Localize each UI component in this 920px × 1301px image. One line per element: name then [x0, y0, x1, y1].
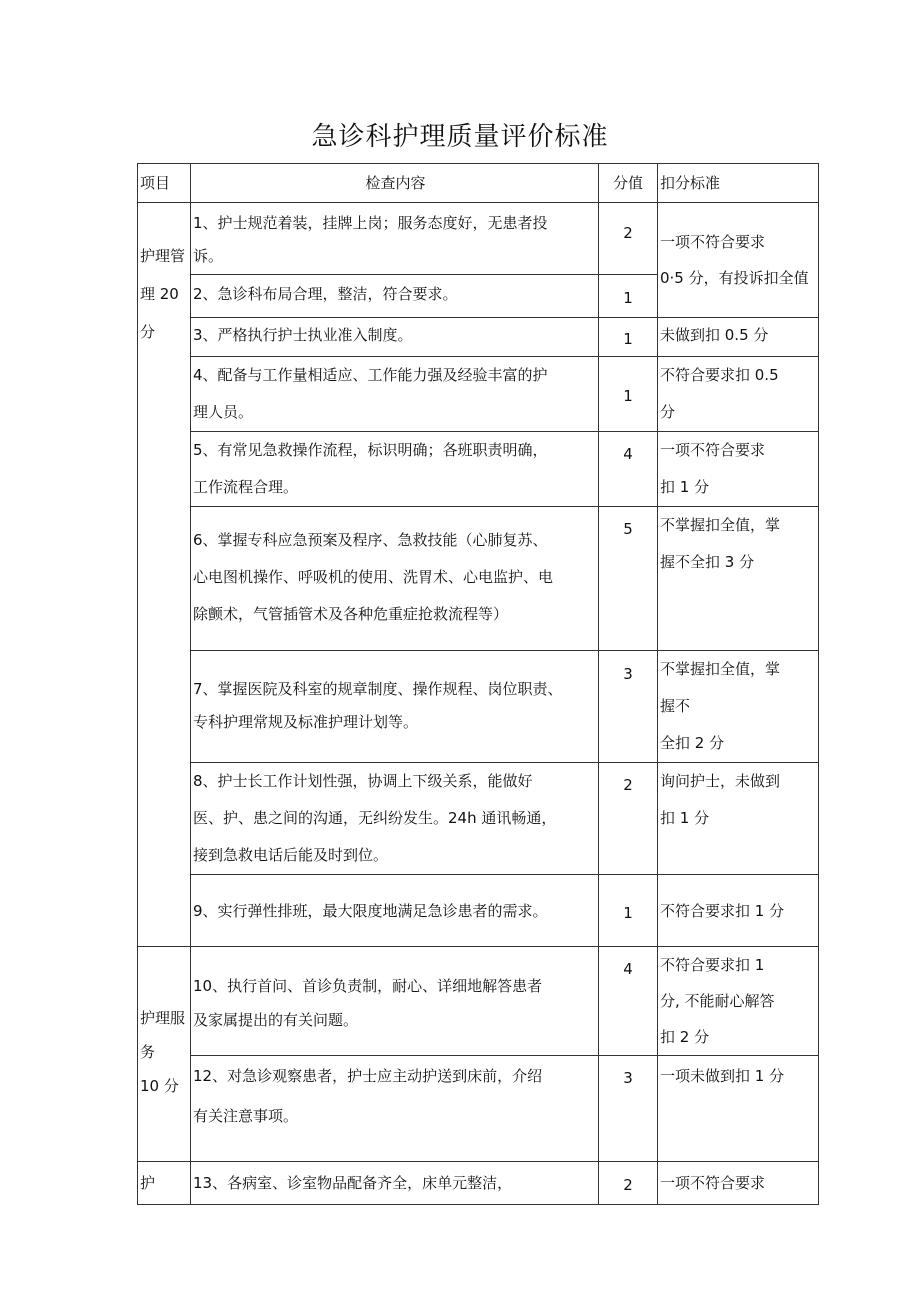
table-row [138, 318, 819, 357]
deduction-cell [658, 357, 819, 432]
score-cell [599, 651, 658, 763]
category-line: 10 分 [140, 1077, 179, 1095]
category-cell-partial [138, 1162, 191, 1205]
table-row [138, 432, 819, 507]
deduction-line: 未做到扣 0.5 分 [660, 326, 769, 344]
deduction-line: 不掌握扣全值，掌 [660, 660, 781, 678]
score-value: 1 [623, 289, 633, 307]
deduction-line: 不符合要求扣 0.5 [660, 366, 779, 384]
category-line: 分 [140, 323, 156, 341]
content-line: 接到急救电话后能及时到位。 [193, 846, 389, 864]
deduction-line: 扣 2 分 [660, 1028, 710, 1046]
content-line: 1、护士规范着装，挂牌上岗；服务态度好，无患者投 [193, 214, 548, 232]
score-cell [599, 1056, 658, 1162]
score-cell [599, 357, 658, 432]
deduction-line: 不符合要求扣 1 [660, 956, 765, 974]
content-line: 9、实行弹性排班，最大限度地满足急诊患者的需求。 [193, 901, 548, 920]
deduction-line: 握不 [660, 697, 691, 715]
deduction-line: 扣 1 分 [660, 478, 710, 496]
category-line: 护 [140, 1174, 156, 1192]
category-cell-management [138, 203, 191, 947]
table-row [138, 875, 819, 947]
deduction-line: 不掌握扣全值，掌 [660, 516, 781, 534]
score-cell [599, 275, 658, 318]
deduction-line: 分 [660, 403, 676, 421]
header-project: 项目 [138, 164, 191, 203]
score-cell [599, 507, 658, 651]
score-value: 4 [623, 960, 633, 978]
score-cell [599, 432, 658, 507]
content-line: 有关注意事项。 [193, 1107, 299, 1125]
deduction-cell [658, 1162, 819, 1205]
deduction-cell [658, 507, 819, 651]
content-cell [191, 947, 599, 1056]
score-value: 2 [623, 1176, 633, 1194]
table-row [138, 357, 819, 432]
evaluation-table [137, 163, 819, 1205]
score-cell [599, 947, 658, 1056]
score-value: 1 [623, 330, 633, 348]
content-cell [191, 1162, 599, 1205]
score-value: 3 [623, 665, 633, 683]
category-line: 护理服 [140, 1009, 186, 1027]
content-line: 专科护理常规及标准护理计划等。 [193, 713, 419, 731]
header-deduction: 扣分标准 [658, 164, 819, 203]
score-value: 2 [623, 776, 633, 794]
score-cell [599, 875, 658, 947]
content-line: 10、执行首问、首诊负责制，耐心、详细地解答患者 [193, 977, 543, 995]
content-cell [191, 875, 599, 947]
content-line: 3、严格执行护士执业准入制度。 [193, 326, 413, 344]
content-line: 工作流程合理。 [193, 478, 299, 496]
score-cell [599, 203, 658, 275]
table-row [138, 1056, 819, 1162]
deduction-cell [658, 432, 819, 507]
content-line: 心电图机操作、呼吸机的使用、洗胃术、心电监护、电 [193, 568, 554, 586]
document-title: 急诊科护理质量评价标准 [311, 122, 609, 152]
content-line: 除颤术，气管插管术及各种危重症抢救流程等） [193, 605, 509, 623]
content-line: 13、各病室、诊室物品配备齐全，床单元整洁， [193, 1174, 513, 1192]
score-cell [599, 318, 658, 357]
content-line: 12、对急诊观察患者，护士应主动护送到床前，介绍 [193, 1067, 543, 1085]
content-line: 8、护士长工作计划性强，协调上下级关系，能做好 [193, 772, 533, 790]
table-row [138, 947, 819, 1056]
score-value: 5 [623, 520, 633, 538]
deduction-line: 0·5 分，有投诉扣全值 [660, 269, 809, 287]
content-line: 2、急诊科布局合理，整洁，符合要求。 [193, 285, 458, 303]
deduction-cell [658, 875, 819, 947]
content-cell [191, 651, 599, 763]
table-header-row [138, 164, 819, 203]
score-cell [599, 1162, 658, 1205]
content-cell [191, 357, 599, 432]
deduction-line: 一项不符合要求 [660, 233, 766, 251]
content-cell [191, 203, 599, 275]
deduction-line: 分, 不能耐心解答 [660, 992, 775, 1010]
table-row [138, 763, 819, 875]
score-value: 2 [623, 224, 633, 242]
deduction-line: 一项不符合要求 [660, 441, 766, 459]
deduction-line: 一项未做到扣 1 分 [660, 1067, 785, 1085]
content-line: 理人员。 [193, 403, 254, 421]
deduction-line: 一项不符合要求 [660, 1174, 766, 1192]
content-cell [191, 507, 599, 651]
content-cell [191, 275, 599, 318]
category-line: 理 20 [140, 285, 179, 303]
deduction-cell [658, 763, 819, 875]
deduction-cell [658, 1056, 819, 1162]
deduction-line: 扣 1 分 [660, 809, 710, 827]
content-cell [191, 1056, 599, 1162]
category-line: 护理管 [140, 247, 186, 265]
category-cell-service [138, 947, 191, 1162]
content-cell [191, 318, 599, 357]
deduction-line: 不符合要求扣 1 分 [660, 901, 785, 920]
table-row [138, 1162, 819, 1205]
score-value: 1 [623, 387, 633, 405]
deduction-line: 询问护士，未做到 [660, 772, 781, 790]
score-value: 1 [623, 903, 633, 922]
deduction-cell [658, 651, 819, 763]
score-value: 4 [623, 445, 633, 463]
deduction-line: 全扣 2 分 [660, 734, 725, 752]
content-line: 医、护、患之间的沟通，无纠纷发生。24h 通讯畅通， [193, 809, 557, 827]
content-line: 及家属提出的有关问题。 [193, 1011, 359, 1029]
content-line: 6、掌握专科应急预案及程序、急救技能（心肺复苏、 [193, 531, 548, 549]
content-line: 4、配备与工作量相适应、工作能力强及经验丰富的护 [193, 366, 548, 384]
deduction-cell-merged [658, 203, 819, 318]
content-line: 7、掌握医院及科室的规章制度、操作规程、岗位职责、 [193, 680, 563, 698]
content-line: 诉。 [193, 247, 224, 265]
table-row [138, 507, 819, 651]
score-cell [599, 763, 658, 875]
deduction-cell [658, 947, 819, 1056]
content-cell [191, 763, 599, 875]
table-row [138, 203, 819, 275]
table-row [138, 651, 819, 763]
content-line: 5、有常见急救操作流程，标识明确；各班职责明确， [193, 441, 548, 459]
header-content: 检查内容 [191, 164, 599, 203]
content-cell [191, 432, 599, 507]
deduction-line: 握不全扣 3 分 [660, 553, 755, 571]
deduction-cell [658, 318, 819, 357]
category-line: 务 [140, 1043, 156, 1061]
score-value: 3 [623, 1069, 633, 1087]
header-score: 分值 [599, 164, 658, 203]
